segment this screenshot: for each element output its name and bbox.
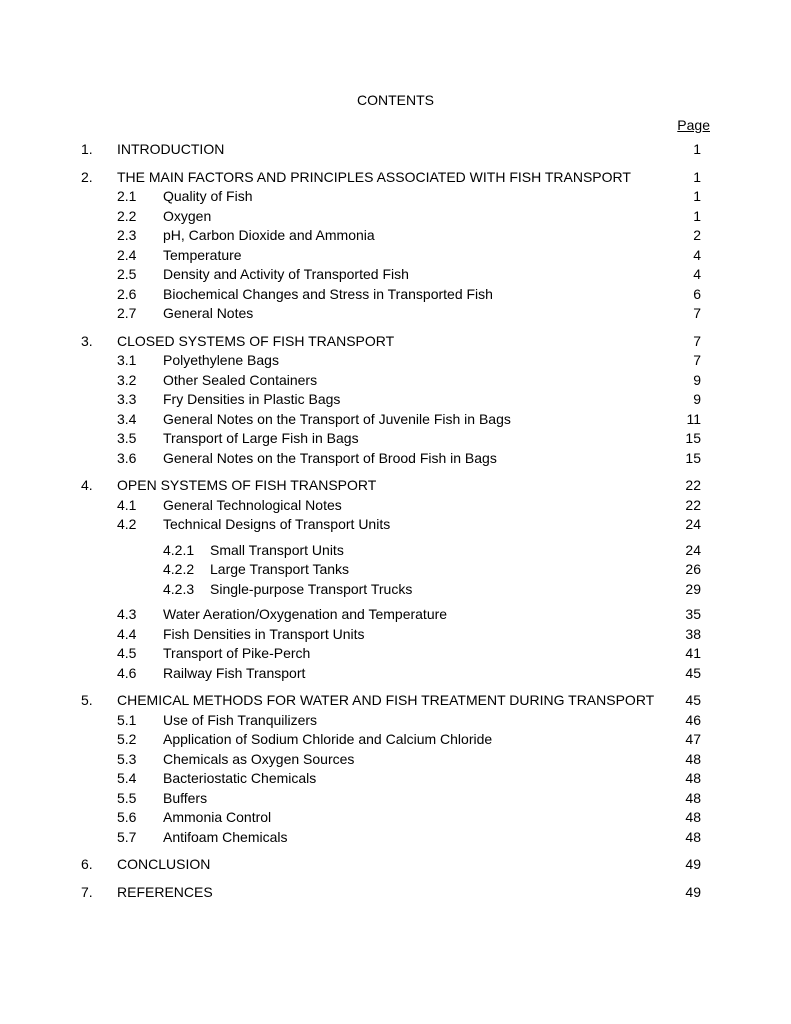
- entry-title: Transport of Large Fish in Bags: [163, 430, 359, 446]
- entry-title: CLOSED SYSTEMS OF FISH TRANSPORT: [117, 332, 395, 349]
- entry-number: 2.6: [117, 285, 137, 302]
- entry-page: 49: [685, 883, 701, 900]
- entry-title: Buffers: [163, 789, 208, 806]
- entry-title: General Notes: [163, 305, 254, 321]
- entry-title: Biochemical Changes and Stress in Transported Fish: [163, 285, 493, 302]
- entry-page: 45: [685, 692, 701, 708]
- toc-entry: [81, 883, 701, 903]
- entry-number: 6.: [81, 856, 93, 872]
- entry-title: Fish Densities in Transport Units: [163, 625, 365, 642]
- toc-entry: [81, 187, 701, 207]
- entry-number: 2.4: [117, 246, 137, 263]
- entry-number: 5.3: [117, 750, 137, 767]
- entry-title: Density and Activity of Transported Fish: [163, 266, 409, 282]
- entry-number: 5.5: [117, 789, 137, 806]
- entry-page: 7: [693, 305, 701, 321]
- entry-number: 2.1: [117, 188, 137, 204]
- entry-title: Ammonia Control: [163, 809, 272, 825]
- entry-title: pH, Carbon Dioxide and Ammonia: [163, 227, 375, 243]
- entry-page: 29: [685, 580, 701, 597]
- entry-page: 9: [693, 391, 701, 407]
- entry-page: 15: [685, 449, 701, 466]
- entry-title: OPEN SYSTEMS OF FISH TRANSPORT: [117, 477, 377, 493]
- toc-entry: [81, 140, 701, 160]
- entry-title: Application of Sodium Chloride and Calcium Chloride: [163, 731, 493, 747]
- entry-number: 7.: [81, 883, 93, 900]
- entry-number: 2.5: [117, 266, 137, 282]
- toc-entry: [81, 371, 701, 391]
- entry-number: 3.5: [117, 430, 137, 446]
- entry-number: 4.: [81, 477, 93, 493]
- entry-number: 4.4: [117, 625, 137, 642]
- entry-number: 4.2.3: [163, 580, 195, 597]
- entry-number: 5.6: [117, 809, 137, 825]
- entry-title: General Technological Notes: [163, 496, 342, 513]
- toc-entry: [81, 304, 701, 324]
- toc-entry: [81, 644, 701, 664]
- toc-entry: [81, 730, 701, 750]
- entry-title: Single-purpose Transport Trucks: [210, 580, 413, 597]
- table-of-contents: [81, 140, 701, 902]
- toc-entry: [81, 207, 701, 227]
- entry-title: INTRODUCTION: [117, 141, 225, 157]
- entry-number: 3.1: [117, 352, 137, 368]
- toc-entry: [81, 390, 701, 410]
- entry-title: General Notes on the Transport of Brood Fish in Bags: [163, 449, 497, 466]
- entry-number: 5.7: [117, 828, 137, 845]
- entry-page: 11: [686, 410, 701, 427]
- toc-entry: [81, 168, 701, 188]
- toc-entry: [81, 769, 701, 789]
- entry-number: 5.1: [117, 711, 137, 728]
- entry-number: 3.: [81, 332, 93, 349]
- entry-title: THE MAIN FACTORS AND PRINCIPLES ASSOCIATED WITH FISH TRANSPORT: [117, 168, 631, 185]
- entry-number: 5.: [81, 692, 93, 708]
- entry-number: 5.2: [117, 731, 137, 747]
- entry-page: 22: [685, 496, 701, 513]
- entry-title: CHEMICAL METHODS FOR WATER AND FISH TREATMENT DURING TRANSPORT: [117, 692, 655, 708]
- entry-page: 15: [685, 430, 701, 446]
- entry-page: 22: [685, 477, 701, 493]
- toc-entry: [81, 515, 701, 535]
- toc-entry: [81, 351, 701, 371]
- entry-page: 9: [693, 371, 701, 388]
- entry-page: 48: [685, 750, 701, 767]
- entry-number: 2.3: [117, 227, 137, 243]
- entry-number: 3.4: [117, 410, 137, 427]
- entry-page: 49: [685, 856, 701, 872]
- entry-title: General Notes on the Transport of Juvenile Fish in Bags: [163, 410, 511, 427]
- toc-entry: [81, 855, 701, 875]
- entry-title: Railway Fish Transport: [163, 664, 306, 681]
- entry-title: Technical Designs of Transport Units: [163, 516, 391, 532]
- entry-title: Chemicals as Oxygen Sources: [163, 750, 355, 767]
- entry-number: 4.6: [117, 664, 137, 681]
- entry-title: Temperature: [163, 246, 242, 263]
- entry-title: CONCLUSION: [117, 856, 211, 872]
- entry-page: 24: [685, 541, 701, 558]
- toc-entry: [81, 605, 701, 625]
- toc-entry: [81, 265, 701, 285]
- toc-entry: [81, 449, 701, 469]
- toc-entry: [81, 226, 701, 246]
- toc-entry: [81, 625, 701, 645]
- entry-page: 1: [693, 207, 701, 224]
- entry-title: Fry Densities in Plastic Bags: [163, 391, 341, 407]
- entry-page: 4: [693, 246, 701, 263]
- page-column-header: Page: [677, 117, 710, 133]
- entry-number: 4.1: [117, 496, 137, 513]
- entry-page: 38: [685, 625, 701, 642]
- toc-entry: [81, 246, 701, 266]
- entry-title: Large Transport Tanks: [210, 561, 350, 577]
- entry-title: Bacteriostatic Chemicals: [163, 770, 317, 786]
- toc-entry: [81, 691, 701, 711]
- entry-number: 4.5: [117, 645, 137, 661]
- entry-page: 7: [693, 352, 701, 368]
- entry-number: 5.4: [117, 770, 137, 786]
- entry-number: 2.7: [117, 305, 137, 321]
- entry-number: 3.3: [117, 391, 137, 407]
- entry-page: 48: [685, 770, 701, 786]
- entry-page: 48: [685, 789, 701, 806]
- toc-entry: [81, 332, 701, 352]
- entry-title: Water Aeration/Oxygenation and Temperature: [163, 606, 448, 622]
- toc-entry: [81, 789, 701, 809]
- entry-page: 46: [685, 711, 701, 728]
- entry-page: 48: [685, 828, 701, 845]
- entry-page: 2: [693, 227, 701, 243]
- entry-page: 26: [685, 561, 701, 577]
- entry-page: 45: [685, 664, 701, 681]
- entry-number: 4.2.1: [163, 541, 195, 558]
- entry-title: Use of Fish Tranquilizers: [163, 711, 318, 728]
- entry-number: 4.3: [117, 606, 137, 622]
- entry-number: 4.2.2: [163, 561, 195, 577]
- entry-page: 35: [685, 606, 701, 622]
- toc-entry: [81, 664, 701, 684]
- toc-entry: [81, 541, 701, 561]
- entry-page: 47: [685, 731, 701, 747]
- toc-entry: [81, 496, 701, 516]
- entry-page: 1: [693, 188, 701, 204]
- entry-title: Polyethylene Bags: [163, 352, 279, 368]
- toc-entry: [81, 828, 701, 848]
- toc-entry: [81, 410, 701, 430]
- entry-number: 4.2: [117, 516, 137, 532]
- toc-entry: [81, 285, 701, 305]
- toc-entry: [81, 711, 701, 731]
- toc-entry: [81, 476, 701, 496]
- entry-title: Antifoam Chemicals: [163, 828, 288, 845]
- entry-number: 3.6: [117, 449, 137, 466]
- entry-page: 6: [693, 285, 701, 302]
- entry-page: 1: [693, 168, 701, 185]
- entry-title: Other Sealed Containers: [163, 371, 318, 388]
- entry-title: Transport of Pike-Perch: [163, 645, 311, 661]
- toc-entry: [81, 808, 701, 828]
- toc-entry: [81, 560, 701, 580]
- entry-page: 24: [685, 516, 701, 532]
- entry-title: Small Transport Units: [210, 541, 344, 558]
- entry-page: 4: [693, 266, 701, 282]
- toc-entry: [81, 750, 701, 770]
- entry-page: 48: [685, 809, 701, 825]
- page-title: CONTENTS: [357, 92, 434, 108]
- entry-title: Quality of Fish: [163, 188, 253, 204]
- entry-title: REFERENCES: [117, 883, 213, 900]
- toc-entry: [81, 580, 701, 600]
- entry-number: 3.2: [117, 371, 137, 388]
- entry-page: 1: [693, 141, 701, 157]
- entry-page: 41: [685, 645, 701, 661]
- entry-number: 1.: [81, 141, 93, 157]
- entry-page: 7: [693, 332, 701, 349]
- entry-title: Oxygen: [163, 207, 212, 224]
- toc-entry: [81, 429, 701, 449]
- entry-number: 2.: [81, 168, 93, 185]
- entry-number: 2.2: [117, 207, 137, 224]
